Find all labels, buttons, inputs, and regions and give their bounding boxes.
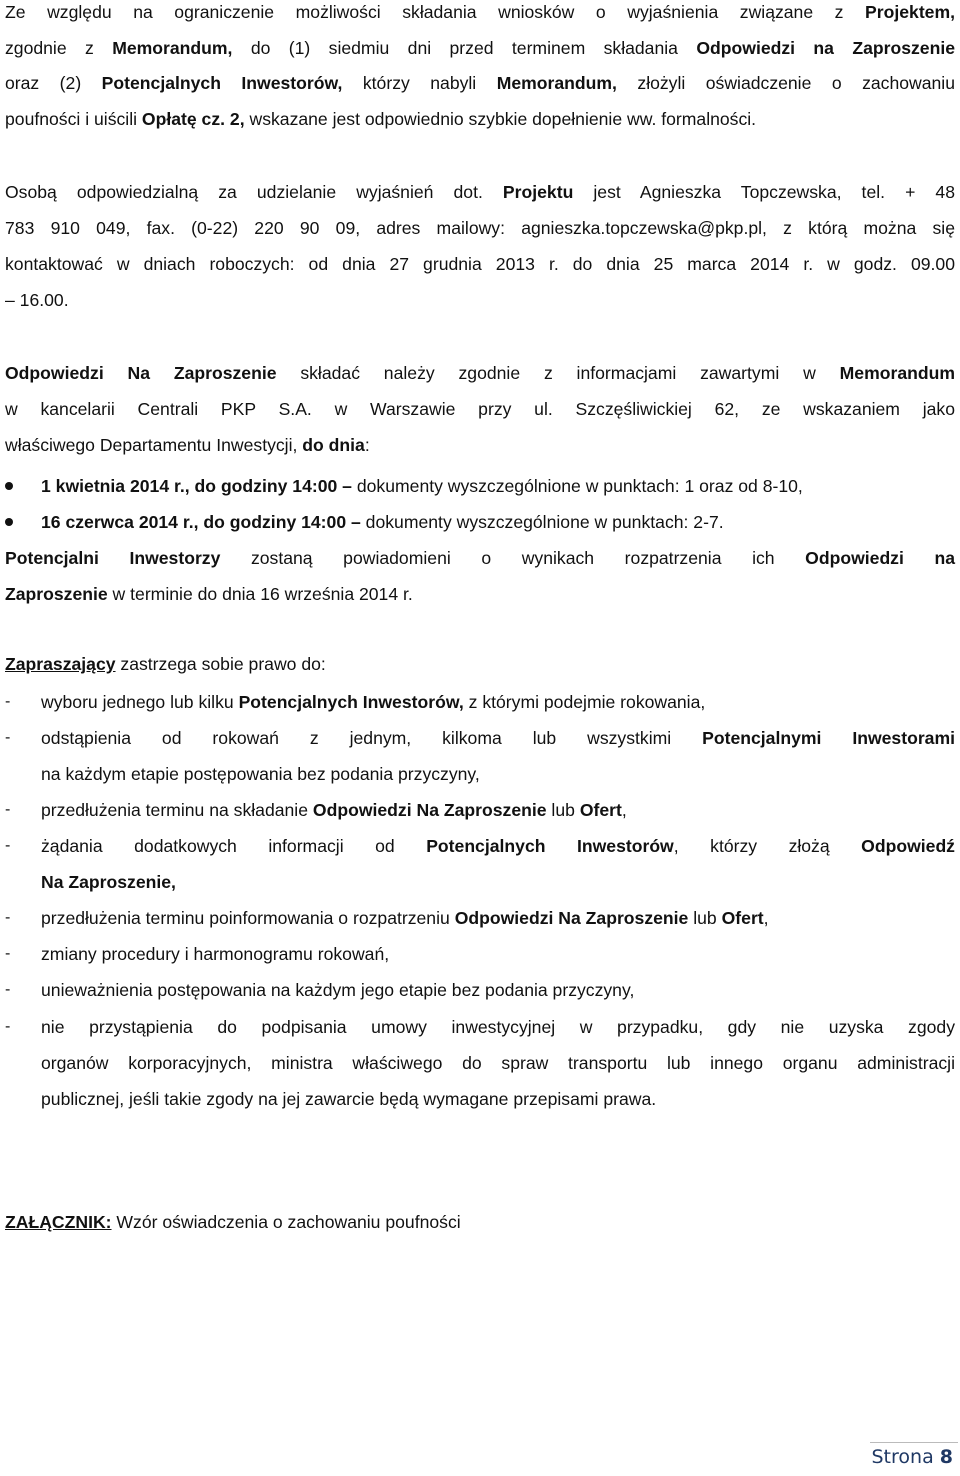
text-line: Zaproszenie w terminie do dnia 16 września 2014 r. (5, 584, 413, 604)
text-line: – 16.00. (5, 290, 69, 310)
text-line: Ze względu na ograniczenie możliwości składania wniosków o wyjaśnienia związane z Projektem, (5, 2, 955, 22)
text-line: w kancelarii Centrali PKP S.A. w Warszawie przy ul. Szczęśliwickiej 62, ze wskazaniem jako (5, 399, 955, 419)
text-line: wyboru jednego lub kilku Potencjalnych Inwestorów, z którymi podejmie rokowania, (41, 692, 706, 712)
bullet-icon (5, 482, 13, 490)
dash-marker: - (5, 981, 11, 998)
text-line: poufności i uiścili Opłatę cz. 2, wskazane jest odpowiednio szybkie dopełnienie ww. formalności. (5, 109, 757, 129)
text-line: Osobą odpowiedzialną za udzielanie wyjaśnień dot. Projektu jest Agnieszka Topczewska, tel. + 48 (5, 182, 955, 202)
text-line: przedłużenia terminu na składanie Odpowiedzi Na Zaproszenie lub Ofert, (41, 800, 627, 820)
text-line: przedłużenia terminu poinformowania o rozpatrzeniu Odpowiedzi Na Zaproszenie lub Ofert, (41, 908, 769, 928)
text-line: nie przystąpienia do podpisania umowy inwestycyjnej w przypadku, gdy nie uzyska zgody (41, 1017, 955, 1037)
text-line: oraz (2) Potencjalnych Inwestorów, którzy nabyli Memorandum, złożyli oświadczenie o zachowaniu (5, 73, 955, 93)
text-line: unieważnienia postępowania na każdym jego etapie bez podania przyczyny, (41, 980, 635, 1000)
page-number: Strona 8 (871, 1446, 953, 1468)
text-line: zmiany procedury i harmonogramu rokowań, (41, 944, 390, 964)
text-line: Zapraszający zastrzega sobie prawo do: (5, 654, 326, 674)
text-line: organów korporacyjnych, ministra właściwego do spraw transportu lub innego organu administracji (41, 1053, 955, 1073)
text-line: zgodnie z Memorandum, do (1) siedmiu dni przed terminem składania Odpowiedzi na Zaproszenie (5, 38, 955, 58)
dash-marker: - (5, 945, 11, 962)
text-line: Potencjalni Inwestorzy zostaną powiadomieni o wynikach rozpatrzenia ich Odpowiedzi na (5, 548, 955, 568)
dash-marker: - (5, 837, 11, 854)
dash-marker: - (5, 801, 11, 818)
text-line: publicznej, jeśli takie zgody na jej zawarcie będą wymagane przepisami prawa. (41, 1089, 657, 1109)
text-line: na każdym etapie postępowania bez podania przyczyny, (41, 764, 480, 784)
bullet-icon (5, 518, 13, 526)
dash-marker: - (5, 909, 11, 926)
text-line: żądania dodatkowych informacji od Potencjalnych Inwestorów, którzy złożą Odpowiedź (41, 836, 955, 856)
text-line: odstąpienia od rokowań z jednym, kilkoma lub wszystkimi Potencjalnymi Inwestorami (41, 728, 955, 748)
text-line: 783 910 049, fax. (0-22) 220 90 09, adres mailowy: agnieszka.topczewska@pkp.pl, z którą można się (5, 218, 955, 238)
text-line: Odpowiedzi Na Zaproszenie składać należy zgodnie z informacjami zawartymi w Memorandum (5, 363, 955, 383)
dash-marker: - (5, 1018, 11, 1035)
dash-marker: - (5, 693, 11, 710)
text-line: 1 kwietnia 2014 r., do godziny 14:00 – dokumenty wyszczególnione w punktach: 1 oraz od 8-10, (41, 476, 803, 496)
text-line: 16 czerwca 2014 r., do godziny 14:00 – dokumenty wyszczególnione w punktach: 2-7. (41, 512, 724, 532)
text-line: ZAŁĄCZNIK: Wzór oświadczenia o zachowaniu poufności (5, 1212, 461, 1232)
footer-divider (870, 1442, 958, 1443)
text-line: kontaktować w dniach roboczych: od dnia 27 grudnia 2013 r. do dnia 25 marca 2014 r. w godz. 09.00 (5, 254, 955, 274)
dash-marker: - (5, 729, 11, 746)
text-line: właściwego Departamentu Inwestycji, do dnia: (5, 435, 370, 455)
text-line: Na Zaproszenie, (41, 872, 176, 892)
